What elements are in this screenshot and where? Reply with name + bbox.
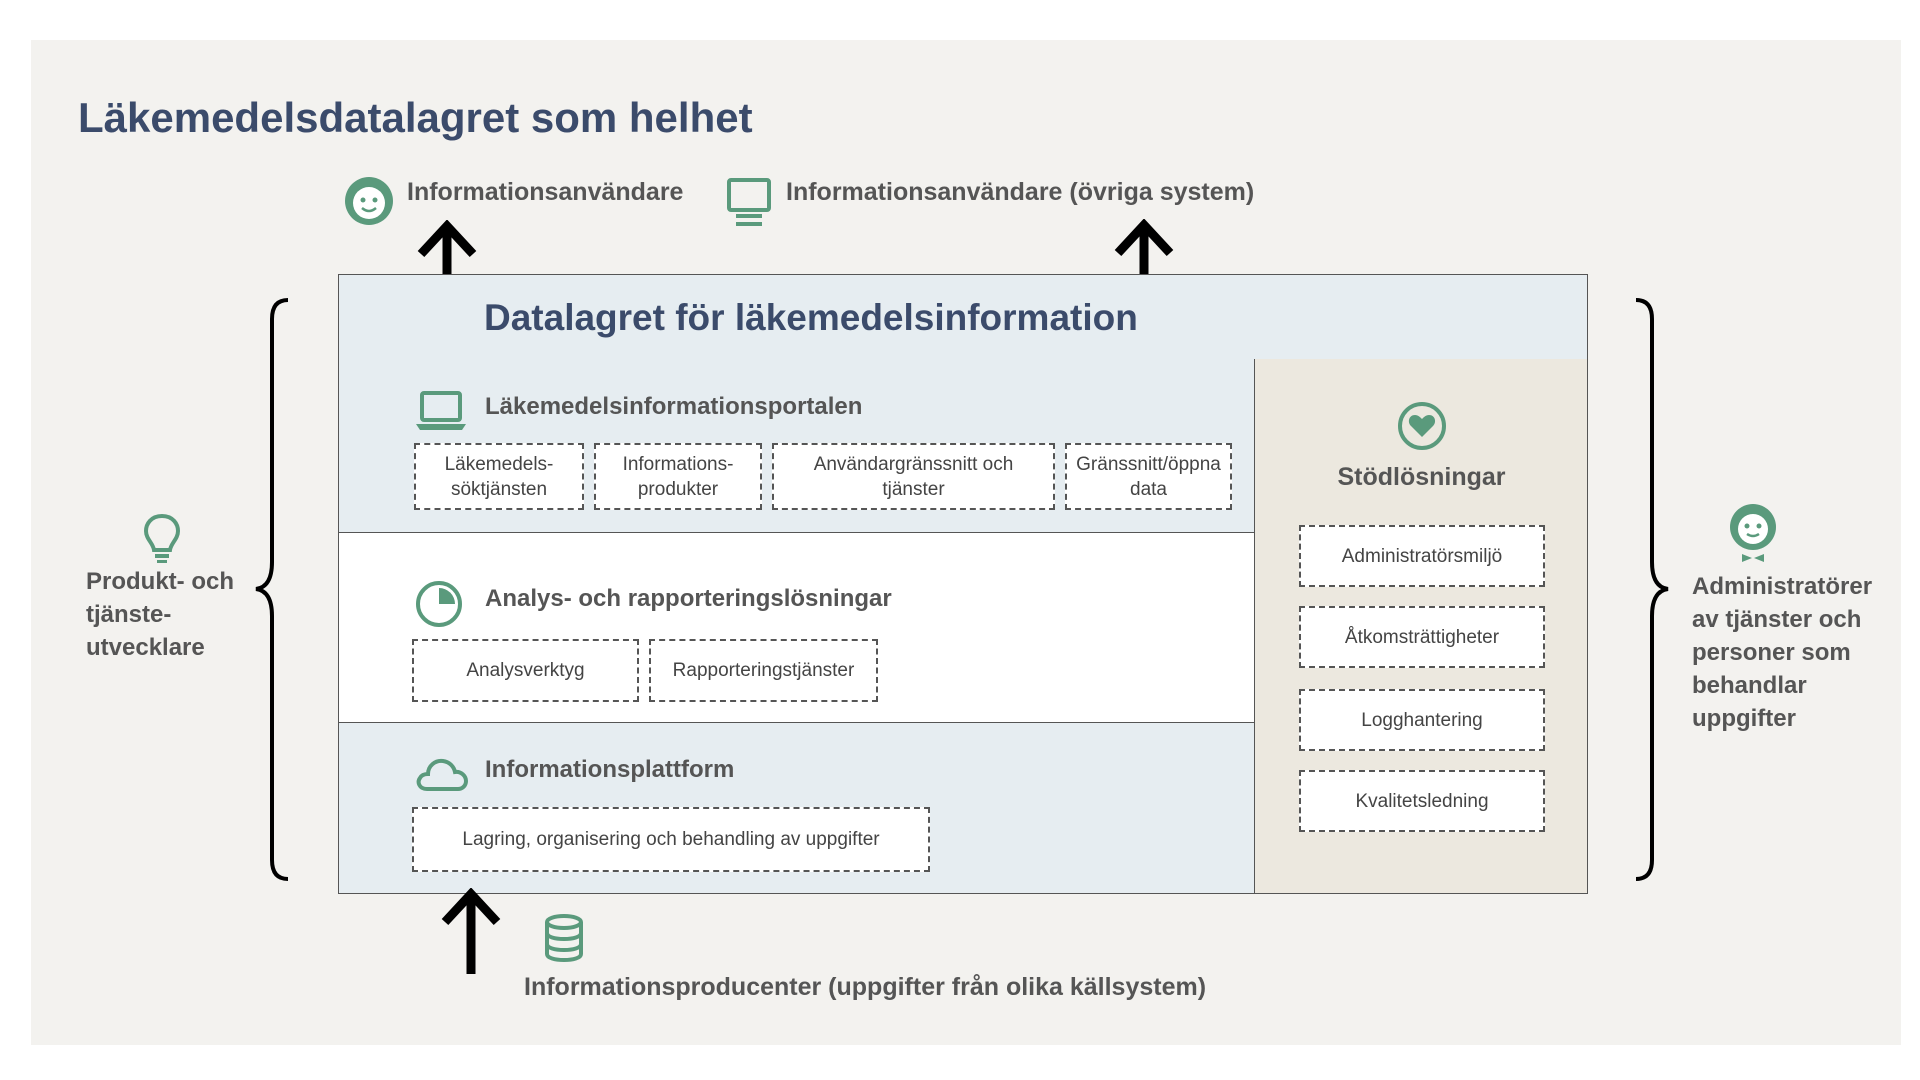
interfaces-open-data-box: Gränssnitt/öppna data — [1065, 443, 1232, 510]
smiley-user-icon — [343, 175, 395, 227]
platform-title: Informationsplattform — [485, 756, 735, 783]
information-producers-label: Informationsproducenter (uppgifter från olika källsystem) — [524, 973, 1207, 1001]
support-title: Stödlösningar — [1337, 463, 1506, 491]
quality-management-box: Kvalitetsledning — [1299, 770, 1545, 832]
reporting-services-box: Rapporteringstjänster — [649, 639, 878, 702]
laptop-icon — [415, 390, 467, 432]
data-warehouse-title: Datalagret för läkemedelsinformation — [484, 297, 1138, 338]
left-brace — [252, 297, 292, 882]
access-rights-box: Åtkomsträttigheter — [1299, 606, 1545, 668]
analysis-tools-box: Analysverktyg — [412, 639, 639, 702]
admin-environment-box: Administratörsmiljö — [1299, 525, 1545, 587]
cloud-icon — [415, 755, 469, 793]
data-warehouse-box — [338, 274, 1588, 894]
portal-section — [339, 359, 1254, 533]
monitor-icon — [726, 177, 772, 229]
data-warehouse-header — [339, 275, 1587, 360]
support-solutions-panel — [1254, 359, 1587, 893]
information-products-box: Informations- produkter — [594, 443, 762, 510]
database-icon — [543, 914, 585, 962]
product-developers-label: Produkt- och tjänste- utvecklare — [86, 568, 234, 661]
information-users-label: Informationsanvändare — [407, 178, 684, 206]
arrow-up-bottom — [439, 888, 503, 976]
log-management-box: Logghantering — [1299, 689, 1545, 751]
information-users-other-label: Informationsanvändare (övriga system) — [786, 178, 1255, 206]
analytics-title: Analys- och rapporteringslösningar — [485, 585, 892, 612]
admin-person-icon — [1728, 502, 1778, 564]
administrators-label: Administratörer av tjänster och personer som behandlar uppgifter — [1692, 573, 1873, 732]
platform-section — [339, 723, 1254, 893]
analytics-section — [339, 533, 1254, 723]
heart-icon — [1397, 401, 1447, 451]
storage-processing-box: Lagring, organisering och behandling av uppgifter — [412, 807, 930, 872]
portal-title: Läkemedelsinformationsportalen — [485, 393, 863, 420]
drug-search-service-box: Läkemedels- söktjänsten — [414, 443, 584, 510]
lightbulb-icon — [142, 512, 182, 564]
page-title: Läkemedelsdatalagret som helhet — [78, 94, 753, 141]
right-brace — [1632, 297, 1672, 882]
user-interfaces-services-box: Användargränssnitt och tjänster — [772, 443, 1055, 510]
pie-chart-icon — [415, 580, 463, 628]
